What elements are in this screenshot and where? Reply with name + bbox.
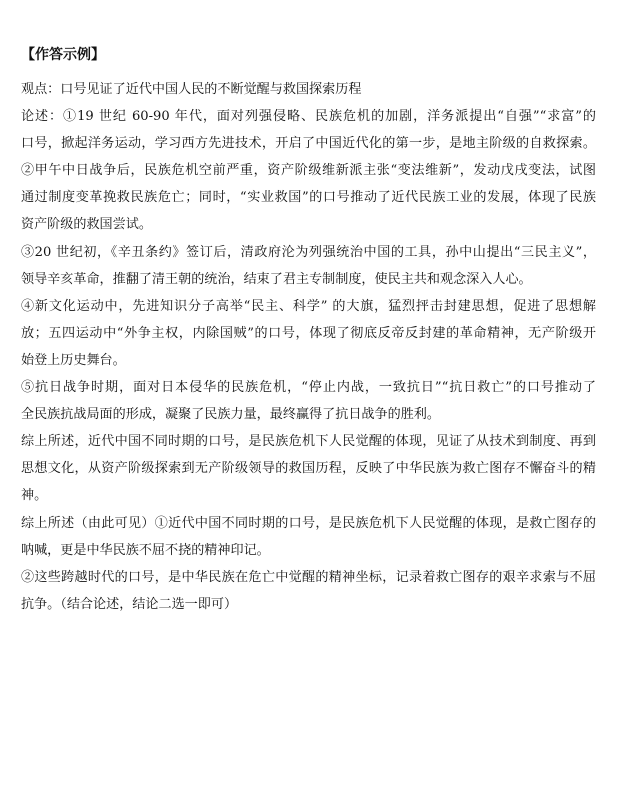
text-line: 神。 [21,488,48,504]
text-line: 始登上历史舞台。 [21,352,126,368]
text-line: 呐喊，更是中华民族不屈不挠的精神印记。 [21,542,270,558]
text-line: 放；五四运动中“外争主权，内除国贼”的口号，体现了彻底反帝反封建的革命精神，无产阶级开 [21,325,596,341]
text-line: 综上所述，近代中国不同时期的口号，是民族危机下人民觉醒的体现，见证了从技术到制度、再到 [21,434,596,450]
text-line: ②甲午中日战争后，民族危机空前严重，资产阶级维新派主张“变法维新”，发动戊戌变法，试图 [21,163,596,179]
text-line: ⑤抗日战争时期，面对日本侵华的民族危机，“停止内战，一致抗日”“抗日救亡”的口号推动了 [21,380,596,396]
answer-body [21,76,596,618]
text-line: 抗争。（结合论述，结论二选一即可） [21,596,238,612]
answer-example-heading: 【作答示例】 [21,47,105,63]
text-line: ③20 世纪初，《辛丑条约》签订后，清政府沦为列强统治中国的工具，孙中山提出“三民主义”， [21,244,596,260]
text-line: 论述：①19 世纪 60-90 年代，面对列强侵略、民族危机的加剧，洋务派提出“自强”“求富”的 [21,109,596,125]
text-line: 口号，掀起洋务运动，学习西方先进技术，开启了中国近代化的第一步，是地主阶级的自救探索。 [21,136,596,152]
text-line: 综上所述（由此可见）①近代中国不同时期的口号，是民族危机下人民觉醒的体现，是救亡图存的 [21,515,596,531]
text-line: ②这些跨越时代的口号，是中华民族在危亡中觉醒的精神坐标，记录着救亡图存的艰辛求索与不屈 [21,569,596,585]
text-line: 通过制度变革挽救民族危亡；同时，“实业救国”的口号推动了近代民族工业的发展，体现了民族 [21,190,596,206]
text-line: 领导辛亥革命，推翻了清王朝的统治，结束了君主专制制度，使民主共和观念深入人心。 [21,271,532,287]
text-line: 思想文化，从资产阶级探索到无产阶级领导的救国历程，反映了中华民族为救亡图存不懈奋斗的精 [21,461,596,477]
text-line: 观点：口号见证了近代中国人民的不断觉醒与救国探索历程 [21,82,362,97]
text-line: ④新文化运动中，先进知识分子高举“民主、科学” 的大旗，猛烈抨击封建思想，促进了思想解 [21,298,596,314]
text-line: 全民族抗战局面的形成，凝聚了民族力量，最终赢得了抗日战争的胜利。 [21,407,440,423]
text-line: 资产阶级的救国尝试。 [21,217,152,233]
